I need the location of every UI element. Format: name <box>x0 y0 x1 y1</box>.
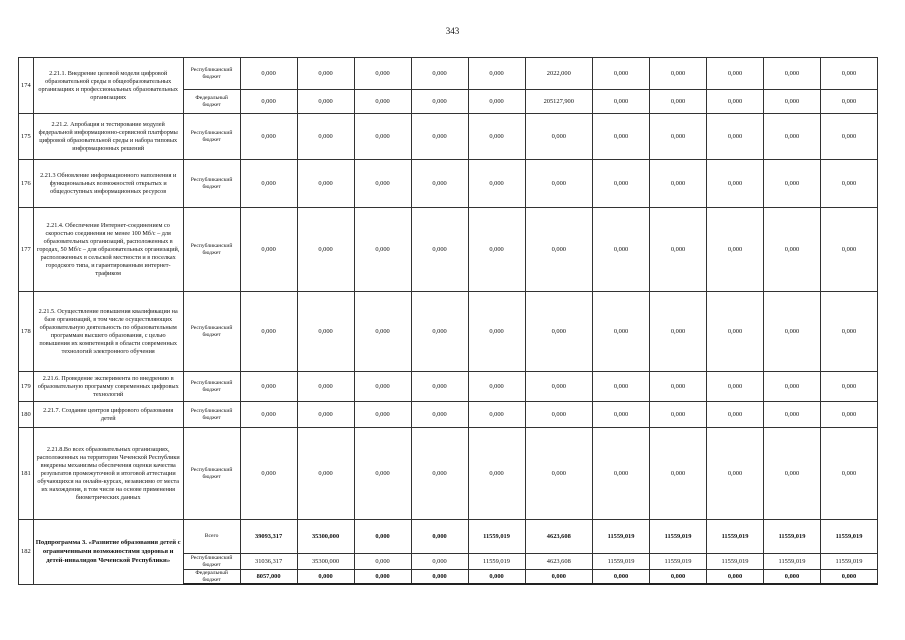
funding-source: Республиканский бюджет <box>183 292 240 372</box>
amount-cell: 0,000 <box>593 372 650 402</box>
amount-cell: 0,000 <box>411 520 468 554</box>
amount-cell: 0,000 <box>354 520 411 554</box>
amount-cell: 0,000 <box>593 160 650 208</box>
row-number: 181 <box>19 428 34 520</box>
amount-cell: 0,000 <box>525 428 593 520</box>
amount-cell: 0,000 <box>411 570 468 585</box>
amount-cell: 11559,019 <box>593 554 650 570</box>
amount-cell: 0,000 <box>820 90 877 114</box>
amount-cell: 0,000 <box>468 208 525 292</box>
table-row <box>19 114 878 160</box>
amount-cell: 11559,019 <box>820 554 877 570</box>
funding-source: Республиканский бюджет <box>183 554 240 570</box>
amount-cell: 0,000 <box>707 428 764 520</box>
amount-cell: 0,000 <box>240 292 297 372</box>
amount-cell: 0,000 <box>650 90 707 114</box>
funding-source: Республиканский бюджет <box>183 372 240 402</box>
amount-cell: 0,000 <box>468 114 525 160</box>
funding-source: Федеральный бюджет <box>183 570 240 585</box>
amount-cell: 11559,019 <box>468 520 525 554</box>
amount-cell: 0,000 <box>764 428 821 520</box>
amount-cell: 0,000 <box>354 570 411 585</box>
amount-cell: 0,000 <box>411 402 468 428</box>
amount-cell: 4623,608 <box>525 520 593 554</box>
amount-cell: 0,000 <box>764 90 821 114</box>
amount-cell: 0,000 <box>297 570 354 585</box>
funding-source: Республиканский бюджет <box>183 58 240 90</box>
amount-cell: 39093,317 <box>240 520 297 554</box>
amount-cell: 11559,019 <box>468 554 525 570</box>
amount-cell: 0,000 <box>707 402 764 428</box>
amount-cell: 0,000 <box>354 554 411 570</box>
funding-source: Республиканский бюджет <box>183 208 240 292</box>
row-number: 178 <box>19 292 34 372</box>
amount-cell: 0,000 <box>764 114 821 160</box>
amount-cell: 11559,019 <box>650 554 707 570</box>
amount-cell: 0,000 <box>297 90 354 114</box>
funding-source: Республиканский бюджет <box>183 160 240 208</box>
activity-name: 2.21.3 Обновление информационного наполнения и функциональных возможностей открытых и общедоступных информационных ресурсов <box>33 160 183 208</box>
amount-cell: 0,000 <box>707 208 764 292</box>
amount-cell: 0,000 <box>650 160 707 208</box>
amount-cell: 0,000 <box>764 292 821 372</box>
amount-cell: 0,000 <box>354 58 411 90</box>
amount-cell: 0,000 <box>650 372 707 402</box>
page-number: 343 <box>445 26 460 36</box>
amount-cell: 0,000 <box>764 160 821 208</box>
amount-cell: 11559,019 <box>593 520 650 554</box>
activity-name: 2.21.5. Осуществление повышения квалификации на базе организаций, в том числе осуществляющих образовательную деятельность по образовательным программам высшего образования, с целью повышения их компетенций в области современных технологий электронного обучения <box>33 292 183 372</box>
amount-cell: 0,000 <box>820 428 877 520</box>
amount-cell: 0,000 <box>354 114 411 160</box>
amount-cell: 0,000 <box>820 292 877 372</box>
amount-cell: 0,000 <box>468 402 525 428</box>
amount-cell: 11559,019 <box>764 554 821 570</box>
amount-cell: 0,000 <box>240 402 297 428</box>
table-row <box>19 428 878 520</box>
amount-cell: 2022,000 <box>525 58 593 90</box>
table-row <box>19 402 878 428</box>
amount-cell: 0,000 <box>240 90 297 114</box>
amount-cell: 11559,019 <box>820 520 877 554</box>
table-row <box>19 58 878 90</box>
amount-cell: 0,000 <box>468 90 525 114</box>
amount-cell: 0,000 <box>354 90 411 114</box>
amount-cell: 0,000 <box>593 570 650 585</box>
activity-name: 2.21.7. Создание центров цифрового образования детей <box>33 402 183 428</box>
amount-cell: 0,000 <box>764 402 821 428</box>
amount-cell: 0,000 <box>240 160 297 208</box>
amount-cell: 0,000 <box>764 372 821 402</box>
amount-cell: 0,000 <box>593 208 650 292</box>
amount-cell: 0,000 <box>707 58 764 90</box>
amount-cell: 0,000 <box>707 292 764 372</box>
amount-cell: 0,000 <box>297 292 354 372</box>
amount-cell: 0,000 <box>468 570 525 585</box>
funding-source: Республиканский бюджет <box>183 428 240 520</box>
amount-cell: 0,000 <box>468 58 525 90</box>
amount-cell: 0,000 <box>650 428 707 520</box>
amount-cell: 0,000 <box>593 402 650 428</box>
amount-cell: 0,000 <box>593 428 650 520</box>
funding-source: Всего <box>183 520 240 554</box>
amount-cell: 0,000 <box>820 114 877 160</box>
amount-cell: 0,000 <box>468 428 525 520</box>
amount-cell: 0,000 <box>820 58 877 90</box>
amount-cell: 0,000 <box>525 292 593 372</box>
amount-cell: 0,000 <box>240 428 297 520</box>
amount-cell: 0,000 <box>411 58 468 90</box>
funding-source: Федеральный бюджет <box>183 90 240 114</box>
amount-cell: 0,000 <box>411 292 468 372</box>
table-row <box>19 372 878 402</box>
amount-cell: 0,000 <box>354 292 411 372</box>
amount-cell: 11559,019 <box>650 520 707 554</box>
amount-cell: 35300,000 <box>297 554 354 570</box>
amount-cell: 205127,900 <box>525 90 593 114</box>
amount-cell: 0,000 <box>593 58 650 90</box>
table-row <box>19 520 878 554</box>
amount-cell: 0,000 <box>354 208 411 292</box>
amount-cell: 4623,608 <box>525 554 593 570</box>
amount-cell: 0,000 <box>354 402 411 428</box>
amount-cell: 8057,000 <box>240 570 297 585</box>
amount-cell: 0,000 <box>354 428 411 520</box>
amount-cell: 0,000 <box>525 208 593 292</box>
amount-cell: 0,000 <box>411 160 468 208</box>
amount-cell: 0,000 <box>468 292 525 372</box>
amount-cell: 0,000 <box>297 58 354 90</box>
row-number: 177 <box>19 208 34 292</box>
activity-name: Подпрограмма 3. «Развитие образования детей с ограниченными возможностями здоровья и детей-инвалидов Чеченской Республики» <box>33 520 183 585</box>
amount-cell: 11559,019 <box>707 520 764 554</box>
row-number: 174 <box>19 58 34 114</box>
activity-name: 2.21.1. Внедрение целевой модели цифровой образовательной среды в общеобразовательных организациях и профессиональных образовательных организациях <box>33 58 183 114</box>
amount-cell: 0,000 <box>354 160 411 208</box>
amount-cell: 0,000 <box>820 402 877 428</box>
amount-cell: 0,000 <box>650 292 707 372</box>
row-number: 182 <box>19 520 34 585</box>
amount-cell: 0,000 <box>593 90 650 114</box>
amount-cell: 0,000 <box>354 372 411 402</box>
amount-cell: 0,000 <box>525 402 593 428</box>
amount-cell: 0,000 <box>297 208 354 292</box>
amount-cell: 0,000 <box>240 58 297 90</box>
amount-cell: 0,000 <box>525 570 593 585</box>
amount-cell: 0,000 <box>820 208 877 292</box>
activity-name: 2.21.2. Апробация и тестирование модулей федеральной информационно-сервисной платформы цифровой образовательной среды и набора типовых информационных решений <box>33 114 183 160</box>
amount-cell: 0,000 <box>764 208 821 292</box>
amount-cell: 0,000 <box>820 160 877 208</box>
row-number: 179 <box>19 372 34 402</box>
amount-cell: 0,000 <box>240 114 297 160</box>
amount-cell: 0,000 <box>411 114 468 160</box>
amount-cell: 0,000 <box>650 114 707 160</box>
amount-cell: 11559,019 <box>707 554 764 570</box>
amount-cell: 11559,019 <box>764 520 821 554</box>
amount-cell: 0,000 <box>468 372 525 402</box>
amount-cell: 0,000 <box>468 160 525 208</box>
amount-cell: 0,000 <box>650 402 707 428</box>
amount-cell: 0,000 <box>297 160 354 208</box>
table-row <box>19 160 878 208</box>
amount-cell: 0,000 <box>297 402 354 428</box>
amount-cell: 0,000 <box>707 372 764 402</box>
table-row <box>19 208 878 292</box>
amount-cell: 0,000 <box>525 372 593 402</box>
amount-cell: 0,000 <box>707 160 764 208</box>
amount-cell: 31036,317 <box>240 554 297 570</box>
funding-source: Республиканский бюджет <box>183 402 240 428</box>
row-number: 175 <box>19 114 34 160</box>
amount-cell: 0,000 <box>411 90 468 114</box>
amount-cell: 0,000 <box>820 570 877 585</box>
amount-cell: 0,000 <box>240 372 297 402</box>
activity-name: 2.21.8.Во всех образовательных организациях, расположенных на территории Чеченской Республики внедрены механизмы обеспечения оценки качества результатов промежуточной и итоговой аттестации обучающихся на онлайн-курсах, независимо от места их нахождения, в том числе на основе применения биометрических данных <box>33 428 183 520</box>
amount-cell: 0,000 <box>820 372 877 402</box>
amount-cell: 0,000 <box>764 58 821 90</box>
activity-name: 2.21.4. Обеспечение Интернет-соединением со скоростью соединения не менее 100 Мб/c – для образовательных организаций, расположенных в городах, 50 Мб/c – для образовательных организаций, расположенных в сельской местности и в поселках городского типа, и гарантированным интернет-трафиком <box>33 208 183 292</box>
activity-name: 2.21.6. Проведение эксперимента по внедрению в образовательную программу современных цифровых технологий <box>33 372 183 402</box>
funding-source: Республиканский бюджет <box>183 114 240 160</box>
amount-cell: 0,000 <box>707 570 764 585</box>
amount-cell: 0,000 <box>525 114 593 160</box>
amount-cell: 0,000 <box>764 570 821 585</box>
budget-table <box>18 57 878 585</box>
amount-cell: 35300,000 <box>297 520 354 554</box>
amount-cell: 0,000 <box>650 208 707 292</box>
row-number: 176 <box>19 160 34 208</box>
amount-cell: 0,000 <box>593 114 650 160</box>
amount-cell: 0,000 <box>525 160 593 208</box>
amount-cell: 0,000 <box>297 372 354 402</box>
amount-cell: 0,000 <box>593 292 650 372</box>
amount-cell: 0,000 <box>650 570 707 585</box>
amount-cell: 0,000 <box>297 428 354 520</box>
row-number: 180 <box>19 402 34 428</box>
amount-cell: 0,000 <box>411 428 468 520</box>
amount-cell: 0,000 <box>240 208 297 292</box>
amount-cell: 0,000 <box>707 90 764 114</box>
table-row <box>19 292 878 372</box>
amount-cell: 0,000 <box>411 554 468 570</box>
amount-cell: 0,000 <box>707 114 764 160</box>
amount-cell: 0,000 <box>297 114 354 160</box>
amount-cell: 0,000 <box>411 372 468 402</box>
amount-cell: 0,000 <box>411 208 468 292</box>
amount-cell: 0,000 <box>650 58 707 90</box>
